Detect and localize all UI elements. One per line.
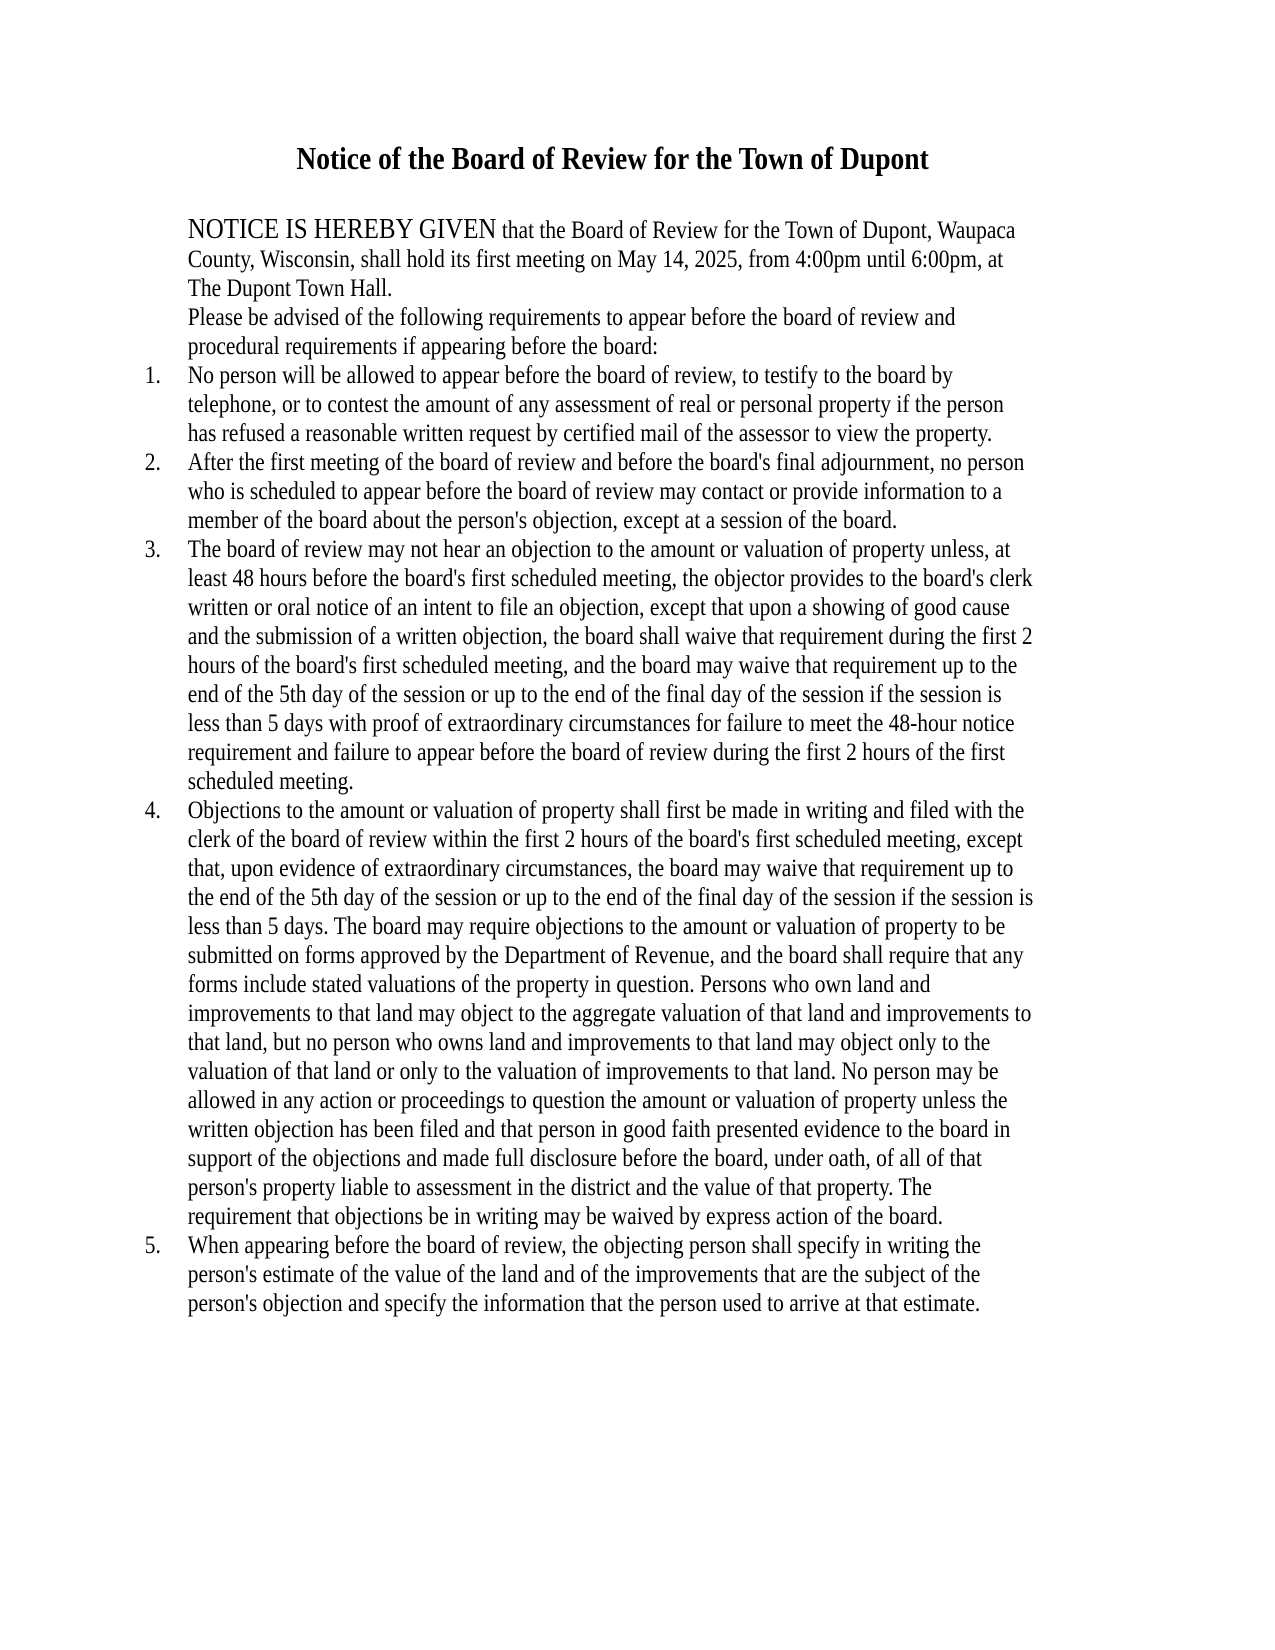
- advisory-paragraph: Please be advised of the following requirements to appear before the board of review and procedural requirements if appearing before the board:: [187, 304, 956, 360]
- list-item-number: 1.: [144, 362, 161, 389]
- list-item-text: After the first meeting of the board of review and before the board's final adjournment, no person who is scheduled to appear before the board of review may contact or provide information to a member of the board about the person's objection, except at a session of the board.: [187, 449, 1025, 534]
- list-item-number: 3.: [144, 536, 161, 563]
- intro-lead: NOTICE IS HEREBY GIVEN: [187, 213, 497, 245]
- list-item-text: When appearing before the board of review, the objecting person shall specify in writing the person's estimate of the value of the land and of the improvements that are the subject of the person's objection and specify the information that the person used to arrive at that estimate.: [187, 1232, 981, 1317]
- list-item: [143, 535, 1037, 796]
- list-item-number: 2.: [144, 449, 161, 476]
- list-item-number: 5.: [144, 1232, 161, 1259]
- list-item: [143, 448, 1037, 535]
- list-item-text: No person will be allowed to appear before the board of review, to testify to the board by telephone, or to contest the amount of any assessment of real or personal property if the person has refused a reasonable written request by certified mail of the assessor to view the property.: [187, 362, 1004, 447]
- list-item-number: 4.: [144, 797, 161, 824]
- document-title: Notice of the Board of Review for the Town of Dupont: [296, 140, 929, 176]
- intro-rest: that the Board of Review for the Town of Dupont, Waupaca County, Wisconsin, shall hold its first meeting on May 14, 2025, from 4:00pm until 6:00pm, at The Dupont Town Hall.: [187, 217, 1016, 302]
- list-item-text: Objections to the amount or valuation of property shall first be made in writing and filed with the clerk of the board of review within the first 2 hours of the board's first scheduled meeting, except that, upon evidence of extraordinary circumstances, the board may waive that requirement up to the end of the 5th day of the session or up to the end of the final day of the session if the session is less than 5 days. The board may require objections to the amount or valuation of property to be submitted on forms approved by the Department of Revenue, and the board shall require that any forms include stated valuations of the property in question. Persons who own land and improvements to that land may object to the aggregate valuation of that land and improvements to that land, but no person who owns land and improvements to that land may object only to the valuation of that land or only to the valuation of improvements to that land. No person may be allowed in any action or proceedings to question the amount or valuation of property unless the written objection has been filed and that person in good faith presented evidence to the board in support of the objections and made full disclosure before the board, under oath, of all of that person's property liable to assessment in the district and the value of that property. The requirement that objections be in writing may be waived by express action of the board.: [187, 797, 1034, 1230]
- list-item: [143, 796, 1037, 1231]
- list-item: [143, 1231, 1037, 1318]
- list-item: [143, 361, 1037, 448]
- numbered-list: [143, 361, 1037, 1318]
- document-content: [143, 140, 1037, 1318]
- intro-paragraph: [143, 215, 1037, 303]
- list-item-text: The board of review may not hear an objection to the amount or valuation of property unless, at least 48 hours before the board's first scheduled meeting, the objector provides to the board's clerk written or oral notice of an intent to file an objection, except that upon a showing of good cause and the submission of a written objection, the board shall waive that requirement during the first 2 hours of the board's first scheduled meeting, and the board may waive that requirement up to the end of the 5th day of the session or up to the end of the final day of the session if the session is less than 5 days with proof of extraordinary circumstances for failure to meet the 48-hour notice requirement and failure to appear before the board of review during the first 2 hours of the first scheduled meeting.: [187, 536, 1033, 795]
